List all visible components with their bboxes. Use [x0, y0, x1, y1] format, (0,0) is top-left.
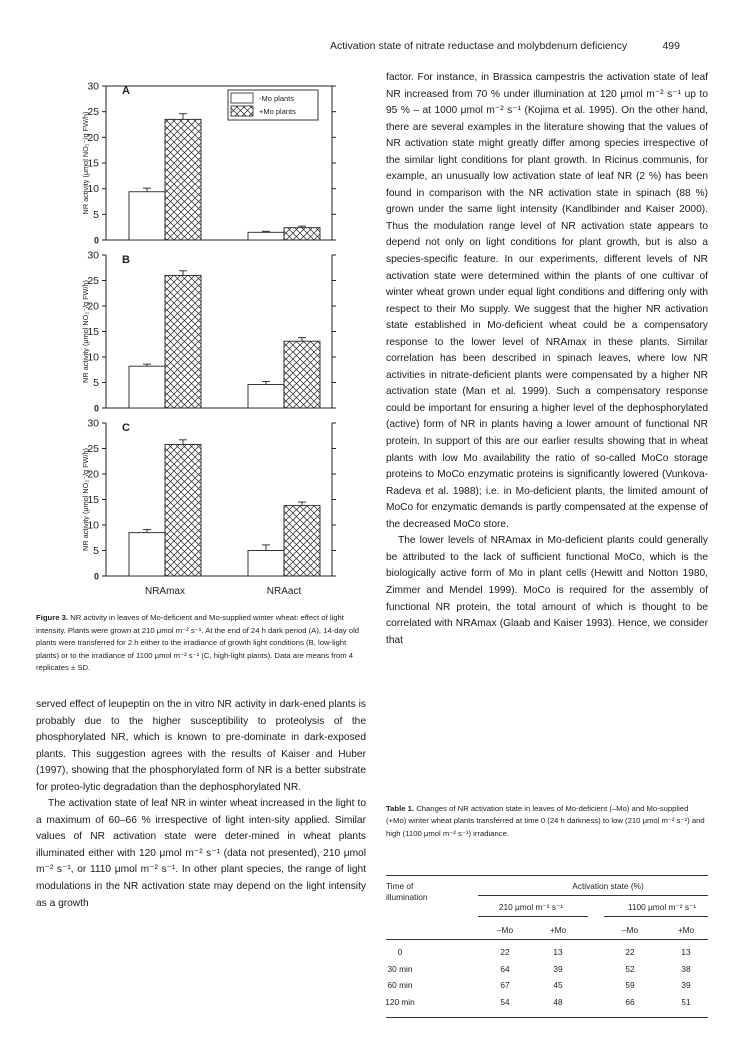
col-header-activation: Activation state (%)	[572, 881, 644, 891]
sub-header: –Mo	[621, 925, 639, 935]
table-cell: 13	[681, 947, 691, 957]
table-cell: 66	[625, 996, 635, 1007]
y-tick-label: 15	[87, 326, 99, 338]
table-1	[385, 803, 708, 1007]
bar-plus-mo	[284, 506, 320, 576]
legend-label: +Mo plants	[259, 107, 296, 116]
table-rule-bottom	[386, 1017, 708, 1018]
table-row-time: 30 min	[387, 963, 413, 974]
legend-swatch-plus-mo	[231, 106, 253, 116]
y-tick-label: 10	[87, 351, 99, 364]
y-tick-label: 10	[87, 519, 99, 532]
table-cell: 64	[500, 963, 510, 974]
table-cell: 39	[681, 980, 691, 990]
group-header-low: 210 μmol m⁻² s⁻¹	[498, 902, 564, 912]
y-tick-label: 20	[87, 468, 99, 481]
y-tick-label: 25	[87, 275, 99, 287]
y-tick-label: 25	[87, 106, 99, 119]
y-tick-label: 30	[87, 80, 99, 93]
data-table	[386, 875, 708, 1055]
page-number: 499	[662, 40, 680, 52]
table-cell: 22	[500, 947, 510, 957]
table-cell: 54	[500, 996, 510, 1007]
bar-plus-mo	[165, 275, 201, 408]
y-axis-label: NR activity (μmol NO₂⁻/g FW/h)	[81, 111, 90, 215]
table-cell: 59	[625, 980, 635, 990]
bar-minus-mo	[129, 366, 165, 408]
bar-minus-mo	[248, 385, 284, 408]
table-cell: 38	[681, 963, 691, 974]
figure-3	[76, 72, 338, 607]
table-row-time: 60 min	[387, 980, 413, 990]
table-cell: 45	[553, 980, 563, 990]
table-cell: 39	[553, 963, 563, 974]
table-rule-head	[386, 939, 708, 940]
bar-minus-mo	[129, 533, 165, 576]
figure-caption-text: NR activity in leaves of Mo-deficient and Mo-supplied winter wheat: effect of light intensity. Plants were grown at 210 μmol m⁻² s⁻¹. At the end of 24 h dark period (A), 14-day old plants were transferred for 2 h either to the irradiance of growth light conditions (B, low-light plants) or to the irradiance of 1100 μmol m⁻² s⁻¹ (C, high-light plants). Data are means from 4 replicates ± SD.	[36, 613, 360, 673]
paragraph: The lower levels of NRAmax in Mo-deficient plants could generally be attributed to the lack of sufficient functional MoCo, which is the biologically active form of Mo in plant cells (Hewitt and Notton 1980, Zimmer and Mendel 1999). MoCo is required for the assembly of functional NR protein, the total amount of which is thought to be correlated with NRAmax (Glaab and Kaiser 1993). Hence, we consider that	[386, 535, 708, 646]
y-tick-label: 15	[87, 157, 99, 170]
y-tick-label: 10	[87, 183, 99, 196]
group-header-high: 1100 μmol m⁻² s⁻¹	[627, 902, 697, 912]
bar-chart	[76, 72, 338, 602]
sub-header: +Mo	[677, 925, 695, 935]
y-axis-label: NR activity (μmol NO₂⁻/g FW/h)	[81, 280, 90, 383]
bar-plus-mo	[165, 119, 201, 240]
y-axis-label: NR activity (μmol NO₂⁻/g FW/h)	[81, 448, 90, 551]
table-rule-sub-high	[604, 916, 708, 917]
y-tick-label: 0	[93, 235, 99, 246]
col-header-time: Time of illumination	[386, 881, 428, 902]
running-head-title: Activation state of nitrate reductase and molybdenum deficiency	[330, 40, 628, 52]
table-row-time: 0	[397, 947, 403, 957]
bar-minus-mo	[129, 192, 165, 240]
x-category-label: NRAact	[266, 586, 302, 597]
y-tick-label: 5	[93, 208, 99, 221]
table-caption	[386, 803, 708, 840]
paragraph: The activation state of leaf NR in winter wheat increased in the light to a maximum of 60–66 % irrespective of light inten-sity applied. Similar values of NR activation state were deter-mined in wheat plants illuminated either with 120 μmol m⁻² s⁻¹ (data not presented), 210 μmol m⁻² s⁻¹, or 1110 μmol m⁻² s⁻¹. In other plant species, the range of light modulations in the NR activation state may depend on the light intensity as a growth	[36, 798, 366, 909]
y-tick-label: 15	[87, 494, 99, 506]
table-cell: 48	[553, 996, 563, 1007]
figure-label: Figure 3.	[36, 613, 69, 622]
bar-plus-mo	[284, 228, 320, 240]
table-rule-sub-low	[478, 916, 588, 917]
table-rule-top	[386, 875, 708, 876]
table-cell: 22	[625, 947, 635, 957]
sub-header: –Mo	[496, 925, 514, 935]
right-column-text	[386, 70, 708, 649]
paragraph: served effect of leupeptin on the in vitro NR activity in dark-ened plants is probably due to the higher susceptibility to proteolysis of the phosphorylated NR, which is known to pre-dominate in dark-exposed plants. This suggestion agrees with the results of Kaiser and Huber (1997), showing that the phosphorylated form of NR is a better substrate for proteo-lytic degradation than the dephosphorylated NR.	[36, 699, 366, 793]
bar-plus-mo	[165, 444, 201, 576]
table-rule-group	[478, 895, 708, 896]
y-tick-label: 25	[87, 443, 99, 455]
bar-minus-mo	[248, 232, 284, 240]
bar-plus-mo	[284, 341, 320, 408]
legend-swatch-minus-mo	[231, 93, 253, 103]
table-cell: 51	[681, 996, 691, 1007]
table-cell: 67	[500, 980, 510, 990]
panel-label: B	[122, 254, 130, 266]
legend-label: -Mo plants	[259, 94, 295, 103]
sub-header: +Mo	[549, 925, 567, 935]
paragraph: factor. For instance, in Brassica campestris the activation state of leaf NR increased from 70 % under illumination at 120 μmol m⁻² s⁻¹ up to 95 % – at 1000 μmol m⁻² s⁻¹ (Kojima et al. 1995). On the other hand, there are several examples in the literature showing that the values of NR activation state might greatly differ among species irrespective of the similar light conditions for plant growth. In Ricinus communis, for example, an unusually low activation state of leaf NR (2 %) has been found in comparison with the NR activation state in spinach (88 %) grown under the same light intensity (Kandlbinder and Kaiser 2000). Thus the modulation range level of NR activation state appears to depend not only on light conditions for plant growth, but is also a species-specific feature. In our experiments, different levels of NR activation state were determined within the plants of one cultivar of winter wheat grown under equal light conditions and differing only with respect to their Mo supply. We suggest that the higher NR activation state established in Mo-deficient wheat could be a compensatory response to the lower level of NRAmax in these plants. Similar correlation has been described in spinach leaves, where low NR activities in nitrate-deficient plants were compensated by a higher NR activation state (Man et al. 1999). Such a compensatory response could be important for ensuring a higher level of the dephosphorylated (active) form of NR in plants having a lower amount of functional NR protein. In support of this are our earlier results showing that in wheat plants with low Mo availability the ratio of so-called MoCo storage proteins to MoCo enzymatic proteins is significantly lowered (Vunkova-Radeva et al. 1988); i.e. in Mo-deficient plants, the limited amount of MoCo for enzymatic demands is partly compensated at the expense of the decreased MoCo store.	[386, 72, 708, 530]
bar-minus-mo	[248, 551, 284, 577]
y-tick-label: 0	[93, 571, 99, 582]
y-tick-label: 0	[93, 403, 99, 414]
y-tick-label: 20	[87, 131, 99, 144]
figure-caption	[36, 612, 366, 675]
y-tick-label: 30	[87, 249, 99, 262]
y-tick-label: 30	[87, 417, 99, 430]
x-category-label: NRAmax	[144, 586, 186, 597]
table-row-time: 120 min	[385, 996, 415, 1007]
table-label: Table 1.	[386, 804, 415, 813]
table-cell: 52	[625, 963, 635, 974]
y-tick-label: 5	[93, 377, 99, 389]
panel-label: C	[122, 422, 130, 434]
y-tick-label: 5	[93, 545, 99, 557]
left-column-text	[36, 697, 366, 912]
table-cell: 13	[553, 947, 563, 957]
panel-label: A	[122, 85, 130, 97]
y-tick-label: 20	[87, 300, 99, 313]
table-caption-text: Changes of NR activation state in leaves of Mo-deficient (–Mo) and Mo-supplied (+Mo) winter wheat plants transferred at time 0 (24 h darkness) to low (210 μmol m⁻² s⁻¹) and high (1100 μmol m⁻² s⁻¹) irradiance.	[386, 804, 705, 838]
